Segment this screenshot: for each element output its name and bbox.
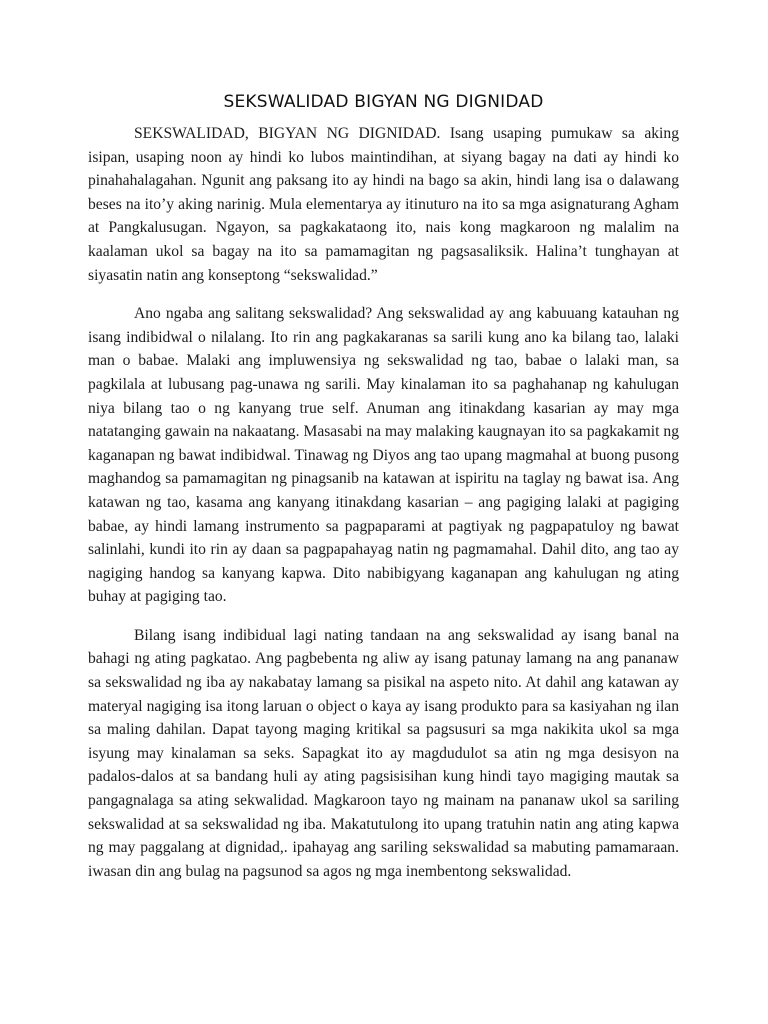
paragraph-definition: Ano ngaba ang salitang sekswalidad? Ang sekswalidad ay ang kabuuang katauhan ng isang indibidwal o nilalang. Ito rin ang pagkakaranas sa sarili kung ano ka bilang tao, lalaki man o babae. Malaki ang impluwensiya ng sekswalidad ng tao, babae o lalaki man, sa pagkilala at lubusang pag-unawa ng sarili. May kinalaman ito sa paghahanap ng kahulugan niya bilang tao o ng kanyang true self. Anuman ang itinakdang kasarian ay may mga natatanging gawain na nakaatang. Masasabi na may malaking kaugnayan ito sa pagkakamit ng kaganapan ng bawat indibidwal. Tinawag ng Diyos ang tao upang magmahal at buong pusong maghandog sa pamamagitan ng pinagsanib na katawan at ispiritu na taglay ng bawat isa. Ang katawan ng tao, kasama ang kanyang itinakdang kasarian – ang pagiging lalaki at pagiging babae, ay hindi lamang instrumento sa pagpaparami at pagtiyak ng pagpapatuloy ng bawat salinlahi, kundi ito rin ay daan sa pagpapahayag natin ng pagmamahal. Dahil dito, ang tao ay nagiging handog sa kanyang kapwa. Dito nabibigyang kaganapan ang kahulugan ng ating buhay at pagiging tao. (88, 305, 679, 606)
document-title: SEKSWALIDAD BIGYAN NG DIGNIDAD (223, 92, 544, 112)
document-page (88, 92, 679, 898)
paragraph-intro: SEKSWALIDAD, BIGYAN NG DIGNIDAD. Isang usaping pumukaw sa aking isipan, usaping noon ay hindi ko lubos maintindihan, at siyang bagay na dati ay hindi ko pinahahalagahan. Ngunit ang paksang ito ay hindi na bago sa akin, hindi lang isa o dalawang beses na ito’y aking narinig. Mula elementarya ay itinuturo na ito sa mga asignaturang Agham at Pangkalusugan. Ngayon, sa pagkakataong ito, nais kong magkaroon ng malalim na kaalaman ukol sa bagay na ito sa pamamagitan ng pagsasaliksik. Halina’t tunghayan at siyasatin natin ang konseptong “sekswalidad.” (88, 125, 679, 284)
paragraph-conclusion: Bilang isang indibidual lagi nating tandaan na ang sekswalidad ay isang banal na bahagi ng ating pagkatao. Ang pagbebenta ng aliw ay isang patunay lamang na ang pananaw sa sekswalidad ng iba ay nakabatay lamang sa pisikal na aspeto nito. At dahil ang katawan ay materyal nagiging isa itong laruan o object o kaya ay isang produkto para sa kasiyahan ng ilan sa maling dahilan. Dapat tayong maging kritikal sa pagsusuri sa mga nakikita ukol sa mga isyung may kinalaman sa seks. Sapagkat ito ay magdudulot sa atin ng mga desisyon na padalos-dalos at sa bandang huli ay ating pagsisisihan kung hindi tayo magiging mautak sa pangagnalaga sa ating sekwalidad. Magkaroon tayo ng mainam na pananaw ukol sa sariling sekswalidad at sa sekswalidad ng iba. Makatutulong ito upang tratuhin natin ang ating kapwa ng may paggalang at dignidad,. ipahayag ang sariling sekswalidad sa mabuting pamamaraan. iwasan din ang bulag na pagsunod sa agos ng mga inembentong sekswalidad. (88, 626, 679, 880)
